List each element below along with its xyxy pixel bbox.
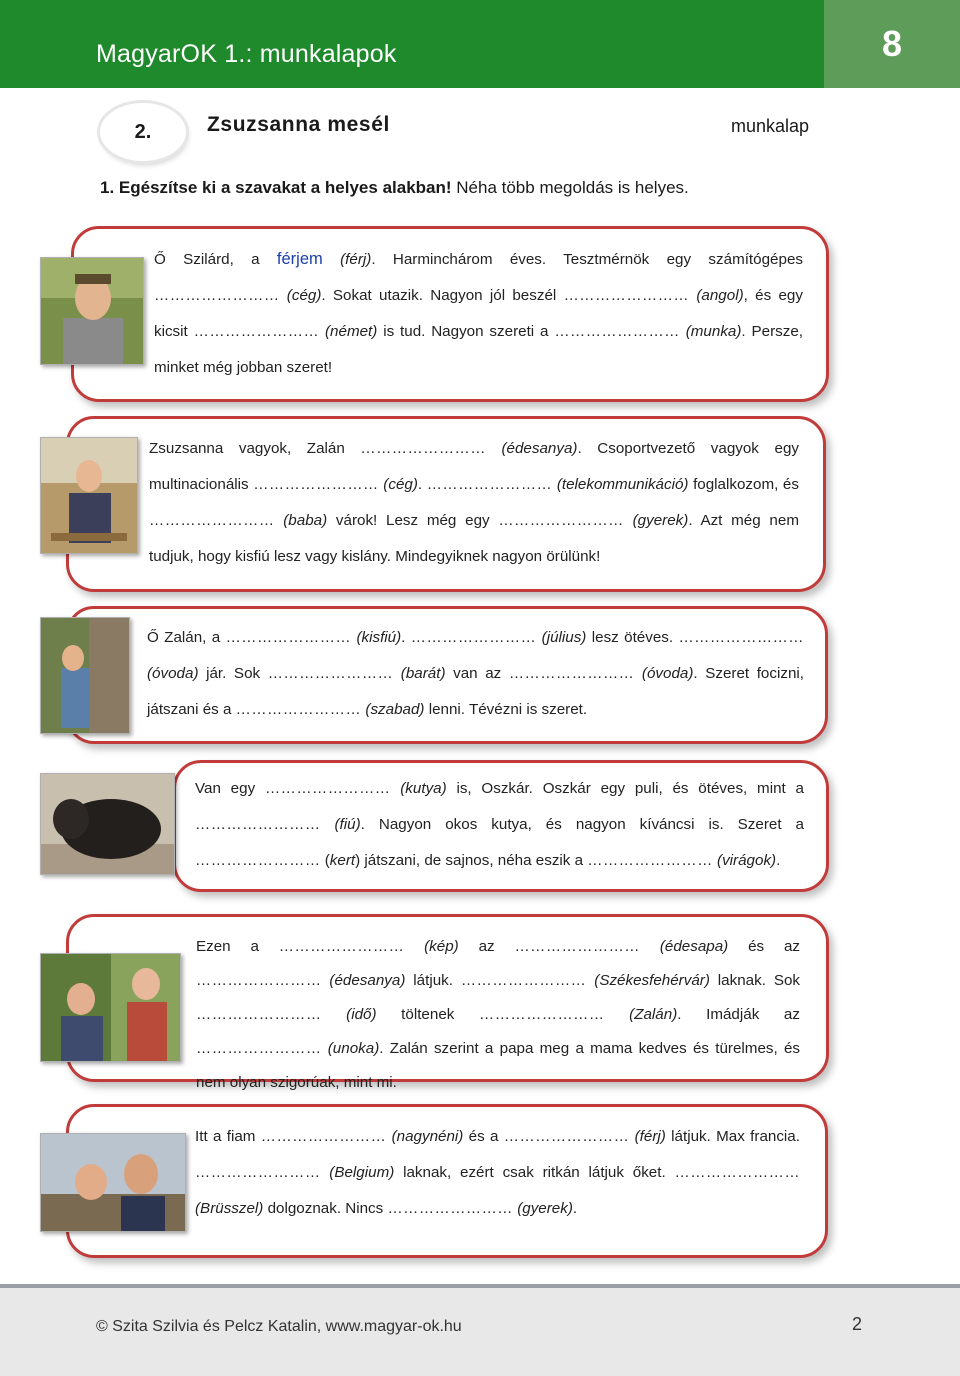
text-run: is tud. Nagyon szereti a [377,323,555,340]
worksheet-number: 2. [134,120,152,143]
text-run: is, Oszkár. Oszkár egy puli, és ötéves, mint a [446,780,804,797]
fill-in-blank: …………………… [503,1128,630,1145]
text-run: . Nagyon okos kutya, és nagyon kíváncsi is. Szeret a [360,816,804,833]
text-run: Ő Zalán, a [147,629,226,646]
text-run: . Zalán szerint a papa meg a mama kedves és türelmes, és nem olyan szigorúak, mint mi. [196,1040,800,1091]
paragraph-3 [147,620,804,728]
photo-puli-dog [40,773,175,875]
text-run [404,938,424,955]
word-hint: (cég) [286,287,322,304]
text-run: dolgoznak. Nincs [263,1200,388,1217]
photo-boy-tree [40,617,130,734]
text-run: , és egy kicsit [154,287,803,340]
paragraph-4 [195,771,804,879]
word-hint: (édesanya) [501,440,578,457]
fill-in-blank: …………………… [253,476,379,493]
instruction-normal: Néha több megoldás is helyes. [451,178,689,197]
fill-in-blank: …………………… [460,972,587,989]
example-answer: férjem [276,250,323,268]
word-hint: (édesapa) [659,938,729,955]
text-run: . Azt még nem tudjuk, hogy kisfiú lesz vagy kislány. Mindegyiknek nagyon örülünk! [149,512,799,565]
text-run: Ezen a [196,938,279,955]
text-run: várok! Lesz még egy [327,512,499,529]
text-run: látjuk. [405,972,461,989]
fill-in-blank: …………………… [195,852,321,869]
fill-in-blank: …………………… [498,512,624,529]
fill-in-blank: …………………… [264,780,391,797]
fill-in-blank: …………………… [426,476,553,493]
fill-in-blank: …………………… [193,323,320,340]
worksheet-title: Zsuzsanna mesél [207,113,390,136]
word-hint: (Székesfehérvár) [594,972,710,989]
word-hint: (kisfiú) [356,629,402,646]
word-hint: (július) [541,629,587,646]
text-run: . Szeret focizni, játszani és a [147,665,804,718]
text-run: . Persze, minket még jobban szeret! [154,323,803,376]
photo-aunt-uncle [40,1133,186,1232]
fill-in-blank: …………………… [678,629,804,646]
text-run [624,512,633,529]
page-number: 2 [852,1314,863,1334]
fill-in-blank: …………………… [195,1164,321,1181]
text-run: foglalkozom, és [688,476,799,493]
text-run [486,440,502,457]
text-run [393,665,401,682]
word-hint: (férj) [634,1128,666,1145]
fill-in-blank: …………………… [479,1006,605,1023]
word-hint: (Belgium) [329,1164,395,1181]
word-hint: (munka) [685,323,742,340]
word-hint: (unoka) [327,1040,380,1057]
fill-in-blank: …………………… [554,323,680,340]
fill-in-blank: …………………… [196,1040,322,1057]
word-hint: (baba) [283,512,328,529]
text-run: . Imádják az [677,1006,800,1023]
text-run [321,816,335,833]
word-hint: (telekommunikáció) [556,476,689,493]
fill-in-blank: …………………… [235,701,362,718]
worksheet-number-badge [100,103,186,161]
text-run: Ő Szilárd, a [154,251,277,268]
worksheet-label: munkalap [731,116,810,136]
fill-in-blank: …………………… [563,287,690,304]
paragraph-2 [149,431,799,575]
header-bar [0,0,960,88]
fill-in-blank: …………………… [149,512,275,529]
text-run: van az [445,665,509,682]
text-run [605,1006,630,1023]
fill-in-blank: …………………… [225,629,352,646]
word-hint: (férj) [340,251,372,268]
word-hint: (barát) [400,665,446,682]
word-hint: (idő) [346,1006,377,1023]
text-run: . Harminchárom éves. Tesztmérnök egy számítógépes [371,251,803,268]
fill-in-blank: …………………… [587,852,713,869]
word-hint: (szabad) [365,701,425,718]
word-hint: (Brüsszel) [195,1200,264,1217]
fill-in-blank: …………………… [260,1128,387,1145]
text-run: . Sokat utazik. Nagyon jól beszél [321,287,564,304]
fill-in-blank: …………………… [278,938,405,955]
word-hint: (gyerek) [632,512,689,529]
word-hint: (nagynéni) [391,1128,464,1145]
chapter-number: 8 [824,0,960,88]
text-run: Itt a fiam [195,1128,261,1145]
word-hint: (édesanya) [329,972,406,989]
word-hint: (gyerek) [517,1200,573,1217]
text-run [634,665,642,682]
text-run: . Csoportvezető vagyok egy multinacionális [149,440,799,493]
text-run: az [458,938,515,955]
text-run [275,512,284,529]
fill-in-blank: …………………… [387,1200,513,1217]
word-hint: (kép) [424,938,459,955]
text-run: . [401,629,411,646]
fill-in-blank: …………………… [514,938,640,955]
word-hint: (fiú) [334,816,361,833]
text-run: Van egy [195,780,265,797]
word-hint: (német) [325,323,378,340]
fill-in-blank: …………………… [196,1006,322,1023]
text-run: és az [728,938,800,955]
book-title: MagyarOK 1.: munkalapok [96,40,397,68]
text-run [323,251,340,268]
text-run [280,287,287,304]
paragraph-5 [196,930,800,1100]
fill-in-blank: …………………… [195,816,321,833]
fill-in-blank: …………………… [508,665,635,682]
paragraph-1 [154,241,803,386]
word-hint: kert [329,852,356,869]
text-run: látjuk. Max francia. [665,1128,800,1145]
text-run [321,1164,330,1181]
copyright-text: © Szita Szilvia és Pelcz Katalin, www.magyar-ok.hu [96,1318,462,1335]
text-run [322,1006,347,1023]
text-run: jár. Sok [198,665,268,682]
fill-in-blank: …………………… [154,287,280,304]
text-run: lenni. Tévézni is szeret. [424,701,588,718]
photo-man-portrait [40,257,144,365]
fill-in-blank: …………………… [267,665,394,682]
text-run: ( [320,852,330,869]
text-run: . [417,476,427,493]
fill-in-blank: …………………… [410,629,537,646]
word-hint: (óvoda) [641,665,694,682]
photo-woman-sitting [40,437,138,554]
text-run: Zsuzsanna vagyok, Zalán [149,440,361,457]
word-hint: (virágok) [717,852,777,869]
paragraph-6 [195,1119,800,1227]
word-hint: (cég) [383,476,418,493]
text-run [390,780,400,797]
fill-in-blank: …………………… [360,440,486,457]
instruction-bold: 1. Egészítse ki a szavakat a helyes alakban! [100,178,452,197]
word-hint: (Zalán) [629,1006,678,1023]
word-hint: (angol) [696,287,744,304]
fill-in-blank: …………………… [674,1164,800,1181]
word-hint: (kutya) [400,780,447,797]
text-run [640,938,660,955]
text-run: . [776,852,781,869]
footer-bar [0,1284,960,1376]
text-run: ) játszani, de sajnos, néha eszik a [355,852,588,869]
text-run: . [572,1200,578,1217]
text-run: laknak, ezért csak ritkán látjuk őket. [394,1164,675,1181]
text-run: töltenek [376,1006,479,1023]
fill-in-blank: …………………… [196,972,322,989]
text-run: és a [463,1128,504,1145]
text-run: lesz ötéves. [586,629,679,646]
photo-grandparents [40,953,181,1062]
word-hint: (óvoda) [147,665,199,682]
exercise-instruction [100,178,689,198]
text-run: laknak. Sok [709,972,800,989]
